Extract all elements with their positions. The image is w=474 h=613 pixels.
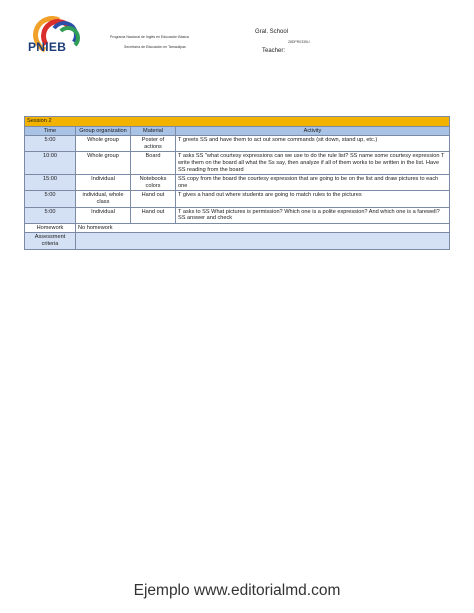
activity-cell: SS copy from the board the courtesy expression that are going to be on the list and draw pictures to each one (176, 175, 450, 191)
group-cell: Whole group (76, 136, 131, 152)
org-line-2: Secretaría de Educación en Tamaulipas (124, 45, 186, 49)
group-cell: individual, whole class (76, 191, 131, 207)
col-header-material: Material (131, 126, 176, 136)
table-row (25, 207, 450, 223)
lesson-plan-table (24, 116, 450, 250)
group-cell: Individual (76, 207, 131, 223)
session-row (25, 117, 450, 127)
assessment-label: Assessment criteria (25, 233, 76, 249)
table-row (25, 191, 450, 207)
col-header-activity: Activity (176, 126, 450, 136)
material-cell: Board (131, 152, 176, 175)
assessment-row (25, 233, 450, 249)
activity-cell: T asks to SS What pictures is permission? Which one is a polite expression? And which one is a farewell? SS answer and check (176, 207, 450, 223)
group-cell: Whole group (76, 152, 131, 175)
time-cell: 15:00 (25, 175, 76, 191)
col-header-group: Group organization (76, 126, 131, 136)
material-cell: Notebooks colors (131, 175, 176, 191)
table-row (25, 175, 450, 191)
material-cell: Hand out (131, 191, 176, 207)
material-cell: Poster of actions (131, 136, 176, 152)
col-header-time: Time (25, 126, 76, 136)
table-row (25, 152, 450, 175)
material-cell: Hand out (131, 207, 176, 223)
school-name: Gral. School (255, 29, 289, 35)
homework-row (25, 223, 450, 233)
homework-value: No homework (76, 223, 450, 233)
header-row (25, 126, 450, 136)
teacher-label: Teacher: (262, 48, 286, 54)
school-code: 28DPR0335U (288, 40, 310, 44)
assessment-value (76, 233, 450, 249)
time-cell: 5:00 (25, 191, 76, 207)
time-cell: 10:00 (25, 152, 76, 175)
table-row (25, 136, 450, 152)
activity-cell: T gives a hand out where students are going to match rules to the pictures (176, 191, 450, 207)
activity-cell: T asks SS "what courtesy expressions can we use to do the rule list? SS name some courtesy expression T write them on the board all what the Ss say, then analyze if all of them works to be written in the list. Have SS reading from the board (176, 152, 450, 175)
logo-text: PNIEB (28, 40, 67, 54)
org-line-1: Programa Nacional de Inglés en Educación Básica (110, 35, 189, 39)
footer-watermark: Ejemplo www.editorialmd.com (133, 582, 341, 599)
activity-cell: T greets SS and have them to act out some commands (sit down, stand up, etc.) (176, 136, 450, 152)
time-cell: 5:00 (25, 136, 76, 152)
session-label: Session 2 (25, 117, 450, 127)
pnieb-logo (28, 14, 82, 58)
time-cell: 5:00 (25, 207, 76, 223)
group-cell: Individual (76, 175, 131, 191)
homework-label: Homework (25, 223, 76, 233)
